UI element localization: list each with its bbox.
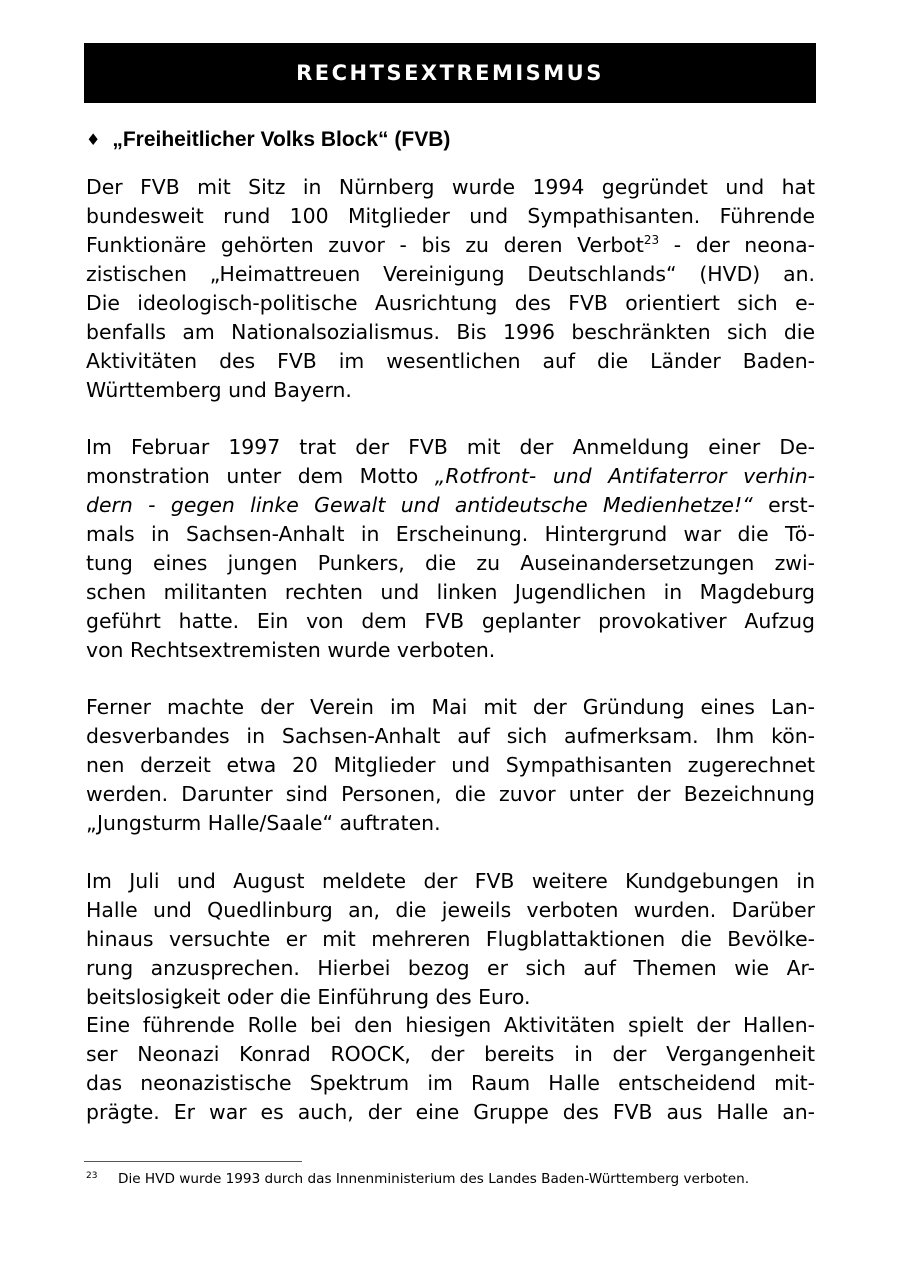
- text-line: Der FVB mit Sitz in Nürnberg wurde 1994 gegründet und hat: [86, 175, 815, 199]
- paragraph-february-1997: [86, 433, 815, 665]
- text-line: ser Neonazi Konrad ROOCK, der bereits in der Vergangenheit: [86, 1042, 815, 1066]
- text-line: schen militanten rechten und linken Jugendlichen in Magdeburg: [86, 580, 815, 604]
- text-line: das neonazistische Spektrum im Raum Halle entscheidend mit-: [86, 1071, 815, 1095]
- line-segment: monstration unter dem Motto: [86, 464, 435, 488]
- footnote-separator: [84, 1161, 302, 1162]
- paragraph-kundgebungen: [86, 867, 815, 1012]
- text-line: hinaus versuchte er mit mehreren Flugblattaktionen die Bevölke-: [86, 927, 815, 951]
- text-line: [86, 231, 815, 260]
- footnote: [86, 1166, 815, 1189]
- text-line: [86, 462, 815, 491]
- text-line: zistischen „Heimattreuen Vereinigung Deutschlands“ (HVD) an.: [86, 262, 815, 286]
- paragraph-landesverband: [86, 693, 815, 838]
- text-line: Halle und Quedlinburg an, die jeweils verboten wurden. Darüber: [86, 898, 815, 922]
- text-line: Im Juli und August meldete der FVB weitere Kundgebungen in: [86, 869, 815, 893]
- section-title: RECHTSEXTREMISMUS: [296, 61, 604, 85]
- text-line: Eine führende Rolle bei den hiesigen Aktivitäten spielt der Hallen-: [86, 1013, 815, 1037]
- text-line: Im Februar 1997 trat der FVB mit der Anmeldung einer De-: [86, 435, 815, 459]
- text-line: desverbandes in Sachsen-Anhalt auf sich aufmerksam. Ihm kön-: [86, 724, 815, 748]
- diamond-bullet-icon: ♦: [86, 130, 101, 149]
- text-line: prägte. Er war es auch, der eine Gruppe des FVB aus Halle an-: [86, 1100, 815, 1124]
- text-line: Die ideologisch-politische Ausrichtung des FVB orientiert sich e-: [86, 291, 815, 315]
- heading-text: „Freiheitlicher Volks Block“ (FVB): [112, 128, 451, 151]
- text-line: tung eines jungen Punkers, die zu Auseinandersetzungen zwi-: [86, 551, 815, 575]
- paragraph-roock: [86, 1011, 815, 1127]
- article-heading: [86, 124, 816, 157]
- quoted-motto: „Rotfront- und Antifaterror verhin-: [434, 464, 815, 488]
- text-line: von Rechtsextremisten wurde verboten.: [86, 638, 496, 662]
- text-line: Aktivitäten des FVB im wesentlichen auf die Länder Baden-: [86, 349, 815, 373]
- text-line: werden. Darunter sind Personen, die zuvor unter der Bezeichnung: [86, 782, 815, 806]
- paragraph-founding: [86, 173, 815, 405]
- text-line: bundesweit rund 100 Mitglieder und Sympathisanten. Führende: [86, 204, 815, 228]
- text-line: „Jungsturm Halle/Saale“ auftraten.: [86, 811, 441, 835]
- line-segment: Funktionäre gehörten zuvor - bis zu deren Verbot: [86, 233, 644, 257]
- section-banner: [84, 43, 816, 103]
- text-line: beitslosigkeit oder die Einführung des Euro.: [86, 985, 531, 1009]
- text-line: benfalls am Nationalsozialismus. Bis 1996 beschränkten sich die: [86, 320, 815, 344]
- text-line: Ferner machte der Verein im Mai mit der Gründung eines Lan-: [86, 695, 815, 719]
- quoted-motto: dern - gegen linke Gewalt und antideutsche Medienhetze!“: [86, 493, 753, 517]
- text-line: rung anzusprechen. Hierbei bezog er sich auf Themen wie Ar-: [86, 956, 815, 980]
- text-line: [86, 491, 815, 520]
- text-line: geführt hatte. Ein von dem FVB geplanter provokativer Aufzug: [86, 609, 815, 633]
- line-segment: erst-: [752, 493, 815, 517]
- text-line: mals in Sachsen-Anhalt in Erscheinung. Hintergrund war die Tö-: [86, 522, 815, 546]
- footnote-number: 23: [86, 1171, 98, 1181]
- line-segment: - der neona-: [659, 233, 815, 257]
- footnote-text: Die HVD wurde 1993 durch das Innenministerium des Landes Baden-Württemberg verboten.: [118, 1171, 750, 1187]
- text-line: nen derzeit etwa 20 Mitglieder und Sympathisanten zugerechnet: [86, 753, 815, 777]
- text-line: Württemberg und Bayern.: [86, 378, 352, 402]
- footnote-reference: 23: [643, 233, 660, 247]
